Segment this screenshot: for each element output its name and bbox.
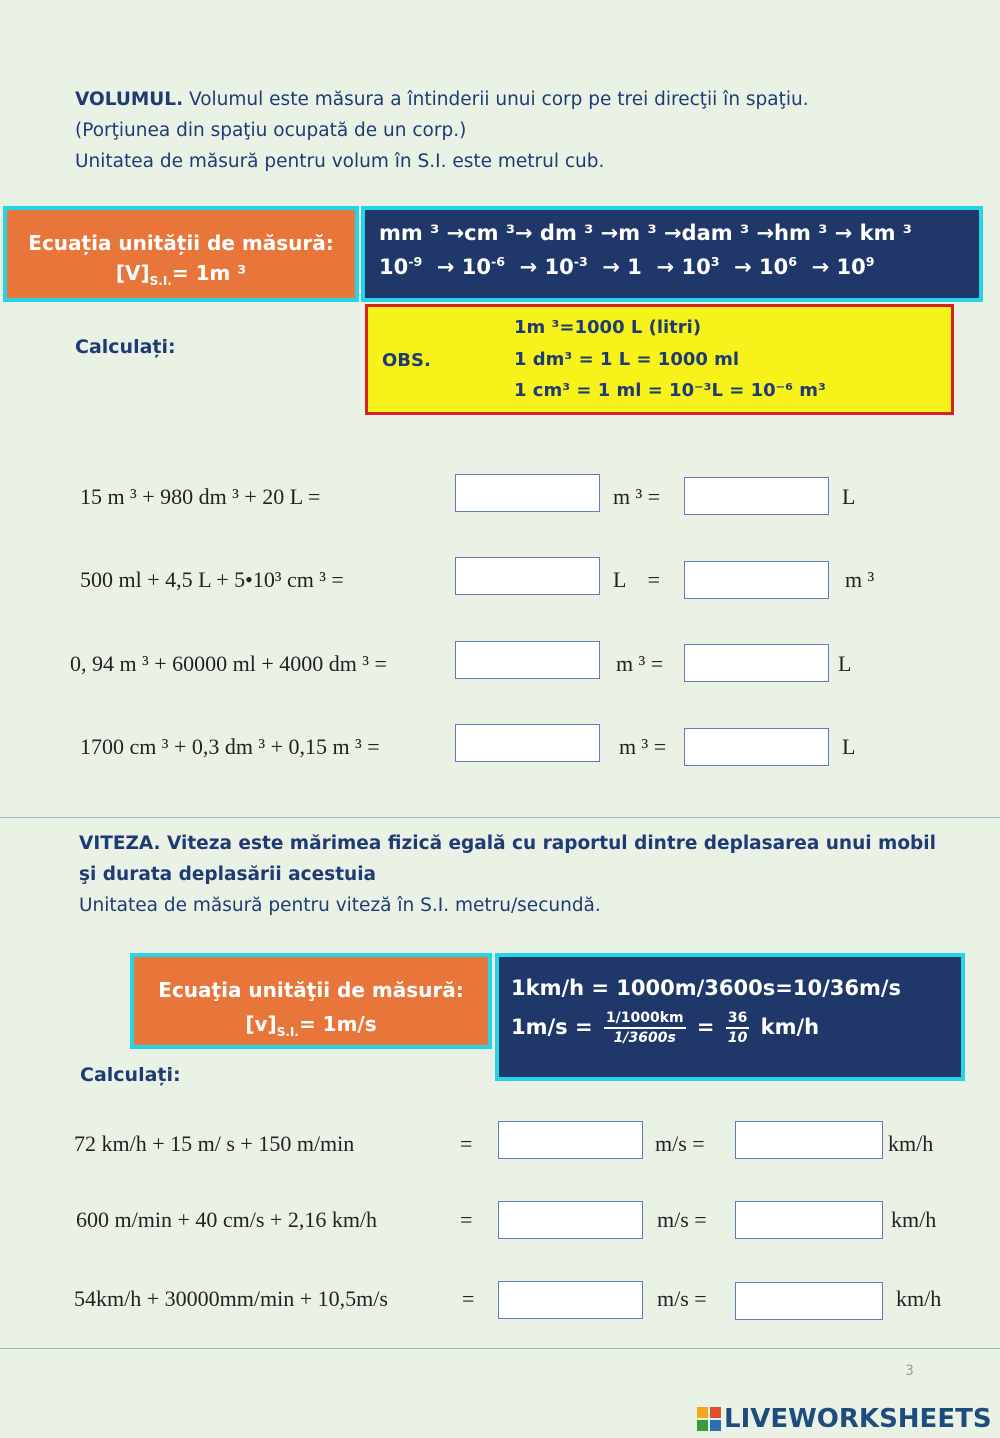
speed-exercise-3-unit-2: km/h [896, 1286, 942, 1311]
power-6: $10^9$ [836, 254, 875, 279]
speed-conversion-line-2: 1m/s = $\frac{1/1000km}{1/3600s}$ = $\frac{36}{10}$ km/h [511, 1010, 820, 1046]
volume-exercise-2-answer-1[interactable] [455, 557, 600, 595]
speed-conversion-line-1: 1km/h = 1000m/3600s=10/36m/s [511, 976, 902, 1000]
speed-exercise-2-answer-1[interactable] [498, 1201, 643, 1239]
power-4: $10^3$ [681, 254, 720, 279]
speed-exercise-2-unit-2: km/h [891, 1207, 937, 1232]
volume-intro [75, 84, 975, 177]
arrow-icon: → [505, 255, 545, 279]
speed-exercise-3-answer-1[interactable] [498, 1281, 643, 1319]
speed-exercise-3-expression: 54km/h + 30000mm/min + 10,5m/s [74, 1286, 388, 1311]
speed-exercise-2-unit-1: m/s = [657, 1207, 707, 1232]
volume-si-unit: Unitatea de măsură pentru volum în S.I. este metrul cub. [75, 151, 605, 172]
volume-definition-2: (Porţiunea din spaţiu ocupată de un corp.) [75, 120, 467, 141]
volume-exercise-4-answer-1[interactable] [455, 724, 600, 762]
liveworksheets-logo [697, 1404, 992, 1434]
speed-unit-equation-box [130, 953, 492, 1049]
speed-exercise-1-equals: = [460, 1131, 473, 1156]
speed-exercise-1-answer-1[interactable] [498, 1121, 643, 1159]
volume-exercise-4-unit-1: m ³ = [619, 734, 667, 759]
speed-si-unit: Unitatea de măsură pentru viteză în S.I. metru/secundă. [79, 895, 601, 916]
speed-definition: Viteza este mărimea fizică egală cu raportul dintre deplasarea unui mobil [160, 833, 936, 854]
power-2: $10^{-3}$ [544, 254, 588, 279]
volume-powers-row [379, 250, 979, 284]
power-3: 1 [627, 255, 642, 279]
volume-exercise-1-answer-1[interactable] [455, 474, 600, 512]
page-number: 3 [905, 1363, 914, 1379]
arrow-icon: → [587, 255, 628, 279]
arrow-icon: → [719, 255, 759, 279]
volume-exercise-2-answer-2[interactable] [684, 561, 829, 599]
volume-exercise-2-unit-1: L = [613, 567, 661, 592]
volume-unit-equation-box [3, 206, 359, 302]
footer-divider [0, 1348, 1000, 1349]
liveworksheets-brand: LIVEWORKSHEETS [724, 1404, 992, 1434]
volume-exercise-4-unit-2: L [842, 734, 856, 759]
volume-exercise-3-unit-2: L [838, 651, 852, 676]
obs-line-1: 1m ³=1000 L (litri) [514, 317, 702, 338]
volume-exercise-3-unit-1: m ³ = [616, 651, 664, 676]
speed-fraction-2: $\frac{36}{10}$ [727, 1010, 748, 1046]
speed-intro [79, 828, 979, 921]
speed-conversion-box [495, 953, 965, 1081]
power-1: $10^{-6}$ [461, 254, 505, 279]
obs-line-3: 1 cm³ = 1 ml = 10⁻³L = 10⁻⁶ m³ [514, 380, 826, 401]
arrow-icon: → [422, 255, 462, 279]
obs-label: OBS. [382, 350, 431, 371]
volume-calculate-label: Calculați: [75, 336, 176, 358]
volume-observation-box [365, 304, 954, 415]
volume-exercise-3-expression: 0, 94 m ³ + 60000 ml + 4000 dm ³ = [70, 651, 387, 676]
speed-calculate-label: Calculați: [80, 1064, 181, 1086]
speed-exercise-2-answer-2[interactable] [735, 1201, 883, 1239]
volume-equation-formula: $[V]_{S.I.}= 1m$ ³ [115, 261, 247, 288]
speed-equation-formula: $[v]_{S.I.}= 1m/s$ [245, 1012, 377, 1039]
arrow-icon: → [641, 255, 682, 279]
speed-exercise-2-expression: 600 m/min + 40 cm/s + 2,16 km/h [76, 1207, 378, 1232]
obs-line-2: 1 dm³ = 1 L = 1000 ml [514, 349, 740, 370]
volume-units-scale-box [361, 206, 983, 302]
speed-exercise-1-expression: 72 km/h + 15 m/ s + 150 m/min [74, 1131, 355, 1156]
power-0: $10^{-9}$ [379, 254, 423, 279]
arrow-icon: → [796, 255, 837, 279]
speed-exercise-3-answer-2[interactable] [735, 1282, 883, 1320]
speed-fraction-1: $\frac{1/1000km}{1/3600s}$ [605, 1010, 684, 1046]
volume-exercise-2-unit-2: m ³ [845, 567, 875, 592]
speed-exercise-1-unit-2: km/h [888, 1131, 934, 1156]
speed-exercise-3-equals: = [462, 1286, 475, 1311]
volume-exercise-3-answer-1[interactable] [455, 641, 600, 679]
speed-definition-2: şi durata deplasării acestuia [79, 864, 377, 885]
volume-equation-title: Ecuația unității de măsură: [28, 231, 334, 255]
volume-exercise-1-unit-1: m ³ = [613, 484, 661, 509]
volume-exercise-3-answer-2[interactable] [684, 644, 829, 682]
volume-title: VOLUMUL. [75, 89, 184, 110]
speed-exercise-2-equals: = [460, 1207, 473, 1232]
power-5: $10^6$ [758, 254, 797, 279]
speed-title: VITEZA. [79, 833, 161, 854]
section-divider [0, 817, 1000, 818]
liveworksheets-logo-icon [697, 1407, 721, 1431]
volume-exercise-2-expression: 500 ml + 4,5 L + 5•10³ cm ³ = [80, 567, 344, 592]
speed-exercise-1-unit-1: m/s = [655, 1131, 705, 1156]
volume-exercise-1-unit-2: L [842, 484, 856, 509]
volume-exercise-4-expression: 1700 cm ³ + 0,3 dm ³ + 0,15 m ³ = [80, 734, 380, 759]
volume-units-row: mm ³ →cm ³→ dm ³ →m ³ →dam ³ →hm ³ → km ³ [379, 221, 912, 245]
volume-definition: Volumul este măsura a întinderii unui corp pe trei direcţii în spaţiu. [183, 89, 809, 110]
speed-equation-title: Ecuaţia unităţii de măsură: [158, 978, 464, 1002]
speed-exercise-1-answer-2[interactable] [735, 1121, 883, 1159]
volume-exercise-1-answer-2[interactable] [684, 477, 829, 515]
volume-exercise-4-answer-2[interactable] [684, 728, 829, 766]
speed-exercise-3-unit-1: m/s = [657, 1286, 707, 1311]
volume-exercise-1-expression: 15 m ³ + 980 dm ³ + 20 L = [80, 484, 321, 509]
